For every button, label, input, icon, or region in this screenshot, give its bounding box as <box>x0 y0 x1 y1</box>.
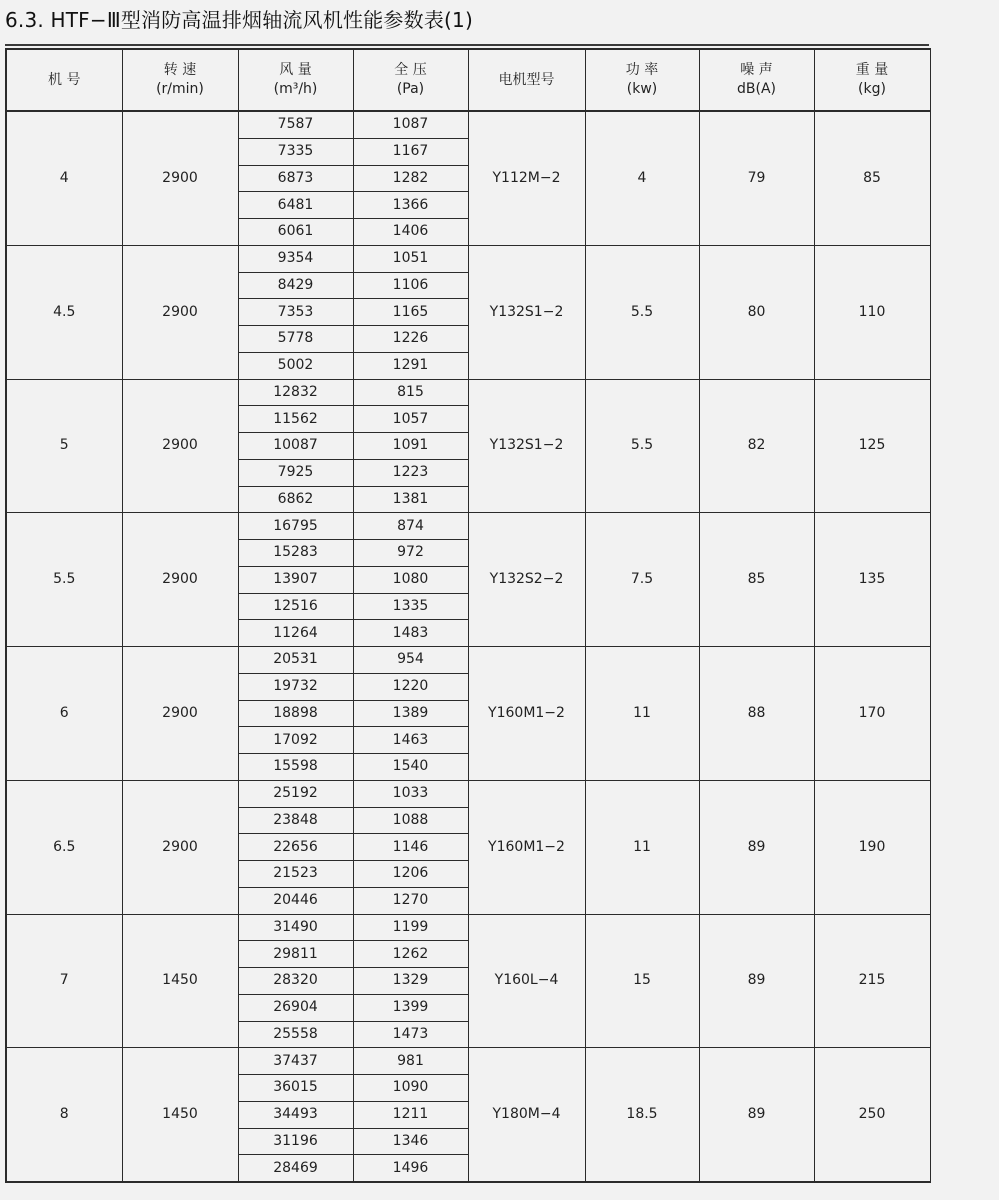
cell-pressure: 1282 <box>353 165 468 192</box>
cell-airflow: 29811 <box>238 941 353 968</box>
cell-airflow: 11264 <box>238 620 353 647</box>
page-title: 6.3. HTF−Ⅲ型消防高温排烟轴流风机性能参数表(1) <box>5 8 473 32</box>
cell-speed: 2900 <box>122 647 238 781</box>
cell-pressure: 874 <box>353 513 468 540</box>
cell-airflow: 12516 <box>238 593 353 620</box>
cell-speed: 2900 <box>122 379 238 513</box>
cell-noise: 89 <box>699 780 814 914</box>
cell-airflow: 6481 <box>238 192 353 219</box>
cell-power: 11 <box>585 647 699 781</box>
cell-pressure: 1329 <box>353 968 468 995</box>
cell-airflow: 26904 <box>238 994 353 1021</box>
cell-pressure: 1483 <box>353 620 468 647</box>
cell-motor: Y160M1−2 <box>468 647 585 781</box>
cell-pressure: 1167 <box>353 138 468 165</box>
cell-pressure: 1165 <box>353 299 468 326</box>
cell-speed: 1450 <box>122 1048 238 1182</box>
cell-power: 7.5 <box>585 513 699 647</box>
table-row <box>6 379 930 406</box>
cell-airflow: 5002 <box>238 352 353 379</box>
header-power-unit: (kw) <box>626 81 658 97</box>
header-pressure-label: 全 压 <box>394 62 427 78</box>
cell-airflow: 18898 <box>238 700 353 727</box>
cell-pressure: 815 <box>353 379 468 406</box>
cell-pressure: 1206 <box>353 861 468 888</box>
cell-airflow: 17092 <box>238 727 353 754</box>
cell-airflow: 23848 <box>238 807 353 834</box>
header-airflow <box>238 49 353 111</box>
cell-pressure: 954 <box>353 647 468 674</box>
cell-noise: 88 <box>699 647 814 781</box>
cell-pressure: 1496 <box>353 1155 468 1182</box>
cell-pressure: 1270 <box>353 887 468 914</box>
header-speed-label: 转 速 <box>163 62 197 78</box>
header-speed <box>122 49 238 111</box>
cell-airflow: 15598 <box>238 754 353 781</box>
header-row <box>6 49 930 111</box>
cell-pressure: 972 <box>353 540 468 567</box>
cell-noise: 79 <box>699 111 814 245</box>
cell-motor: Y180M−4 <box>468 1048 585 1182</box>
header-model-label: 机 号 <box>48 71 81 88</box>
header-motor <box>468 49 585 111</box>
cell-airflow: 25192 <box>238 780 353 807</box>
header-power-label: 功 率 <box>625 62 659 78</box>
cell-airflow: 34493 <box>238 1101 353 1128</box>
header-weight <box>814 49 930 111</box>
cell-pressure: 1473 <box>353 1021 468 1048</box>
header-airflow-label: 风 量 <box>279 62 312 78</box>
cell-airflow: 25558 <box>238 1021 353 1048</box>
cell-airflow: 9354 <box>238 245 353 272</box>
cell-model: 6 <box>6 647 122 781</box>
table-row <box>6 513 930 540</box>
cell-noise: 89 <box>699 1048 814 1182</box>
cell-speed: 2900 <box>122 513 238 647</box>
cell-airflow: 31196 <box>238 1128 353 1155</box>
cell-pressure: 1088 <box>353 807 468 834</box>
header-noise <box>699 49 814 111</box>
cell-power: 5.5 <box>585 379 699 513</box>
cell-pressure: 1366 <box>353 192 468 219</box>
cell-weight: 190 <box>814 780 930 914</box>
table-row <box>6 780 930 807</box>
cell-airflow: 21523 <box>238 861 353 888</box>
cell-model: 4.5 <box>6 245 122 379</box>
cell-pressure: 1406 <box>353 219 468 246</box>
header-motor-label: 电机型号 <box>498 71 555 88</box>
header-airflow-unit: (m³/h) <box>273 81 318 97</box>
cell-pressure: 1211 <box>353 1101 468 1128</box>
table-row <box>6 111 930 138</box>
cell-airflow: 7353 <box>238 299 353 326</box>
cell-airflow: 6061 <box>238 219 353 246</box>
cell-airflow: 6862 <box>238 486 353 513</box>
cell-airflow: 37437 <box>238 1048 353 1075</box>
cell-pressure: 1346 <box>353 1128 468 1155</box>
cell-weight: 125 <box>814 379 930 513</box>
cell-motor: Y132S1−2 <box>468 245 585 379</box>
cell-pressure: 1291 <box>353 352 468 379</box>
table-row <box>6 647 930 674</box>
cell-pressure: 1087 <box>353 111 468 138</box>
cell-motor: Y160L−4 <box>468 914 585 1048</box>
cell-pressure: 1540 <box>353 754 468 781</box>
cell-pressure: 1399 <box>353 994 468 1021</box>
cell-pressure: 1146 <box>353 834 468 861</box>
cell-airflow: 16795 <box>238 513 353 540</box>
cell-weight: 250 <box>814 1048 930 1182</box>
cell-airflow: 19732 <box>238 673 353 700</box>
cell-weight: 135 <box>814 513 930 647</box>
cell-weight: 170 <box>814 647 930 781</box>
cell-airflow: 13907 <box>238 566 353 593</box>
cell-airflow: 22656 <box>238 834 353 861</box>
cell-pressure: 1051 <box>353 245 468 272</box>
cell-pressure: 1463 <box>353 727 468 754</box>
header-pressure <box>353 49 468 111</box>
cell-pressure: 1335 <box>353 593 468 620</box>
cell-airflow: 28320 <box>238 968 353 995</box>
cell-model: 8 <box>6 1048 122 1182</box>
cell-noise: 80 <box>699 245 814 379</box>
cell-motor: Y132S1−2 <box>468 379 585 513</box>
cell-pressure: 1057 <box>353 406 468 433</box>
cell-model: 6.5 <box>6 780 122 914</box>
cell-airflow: 7335 <box>238 138 353 165</box>
cell-pressure: 1389 <box>353 700 468 727</box>
cell-airflow: 7587 <box>238 111 353 138</box>
cell-speed: 2900 <box>122 111 238 245</box>
header-weight-unit: (kg) <box>858 81 886 97</box>
cell-noise: 89 <box>699 914 814 1048</box>
cell-pressure: 1220 <box>353 673 468 700</box>
cell-airflow: 36015 <box>238 1075 353 1102</box>
cell-pressure: 1223 <box>353 459 468 486</box>
cell-speed: 1450 <box>122 914 238 1048</box>
cell-motor: Y160M1−2 <box>468 780 585 914</box>
cell-airflow: 10087 <box>238 433 353 460</box>
cell-pressure: 1226 <box>353 326 468 353</box>
cell-power: 11 <box>585 780 699 914</box>
cell-model: 5.5 <box>6 513 122 647</box>
cell-pressure: 981 <box>353 1048 468 1075</box>
cell-airflow: 11562 <box>238 406 353 433</box>
cell-pressure: 1091 <box>353 433 468 460</box>
cell-airflow: 28469 <box>238 1155 353 1182</box>
cell-power: 15 <box>585 914 699 1048</box>
cell-airflow: 12832 <box>238 379 353 406</box>
cell-model: 5 <box>6 379 122 513</box>
cell-pressure: 1080 <box>353 566 468 593</box>
header-noise-label: 噪 声 <box>740 62 773 78</box>
header-speed-unit: (r/min) <box>156 81 204 97</box>
cell-pressure: 1381 <box>353 486 468 513</box>
cell-airflow: 15283 <box>238 540 353 567</box>
table-row <box>6 914 930 941</box>
header-noise-unit: dB(A) <box>737 81 776 97</box>
cell-model: 4 <box>6 111 122 245</box>
table-row <box>6 245 930 272</box>
cell-airflow: 20531 <box>238 647 353 674</box>
cell-model: 7 <box>6 914 122 1048</box>
cell-weight: 110 <box>814 245 930 379</box>
cell-pressure: 1262 <box>353 941 468 968</box>
cell-noise: 85 <box>699 513 814 647</box>
header-power <box>585 49 699 111</box>
header-pressure-unit: (Pa) <box>396 81 425 97</box>
table-row <box>6 1048 930 1075</box>
cell-power: 18.5 <box>585 1048 699 1182</box>
cell-weight: 85 <box>814 111 930 245</box>
header-weight-label: 重 量 <box>855 62 889 78</box>
header-model <box>6 49 122 111</box>
cell-power: 4 <box>585 111 699 245</box>
cell-pressure: 1106 <box>353 272 468 299</box>
cell-pressure: 1199 <box>353 914 468 941</box>
fan-performance-table <box>5 48 931 1183</box>
cell-motor: Y132S2−2 <box>468 513 585 647</box>
cell-pressure: 1090 <box>353 1075 468 1102</box>
cell-airflow: 6873 <box>238 165 353 192</box>
cell-speed: 2900 <box>122 245 238 379</box>
cell-pressure: 1033 <box>353 780 468 807</box>
cell-airflow: 5778 <box>238 326 353 353</box>
cell-airflow: 31490 <box>238 914 353 941</box>
cell-airflow: 20446 <box>238 887 353 914</box>
cell-weight: 215 <box>814 914 930 1048</box>
title-rule <box>5 44 929 46</box>
cell-airflow: 8429 <box>238 272 353 299</box>
cell-speed: 2900 <box>122 780 238 914</box>
cell-noise: 82 <box>699 379 814 513</box>
cell-motor: Y112M−2 <box>468 111 585 245</box>
cell-airflow: 7925 <box>238 459 353 486</box>
cell-power: 5.5 <box>585 245 699 379</box>
